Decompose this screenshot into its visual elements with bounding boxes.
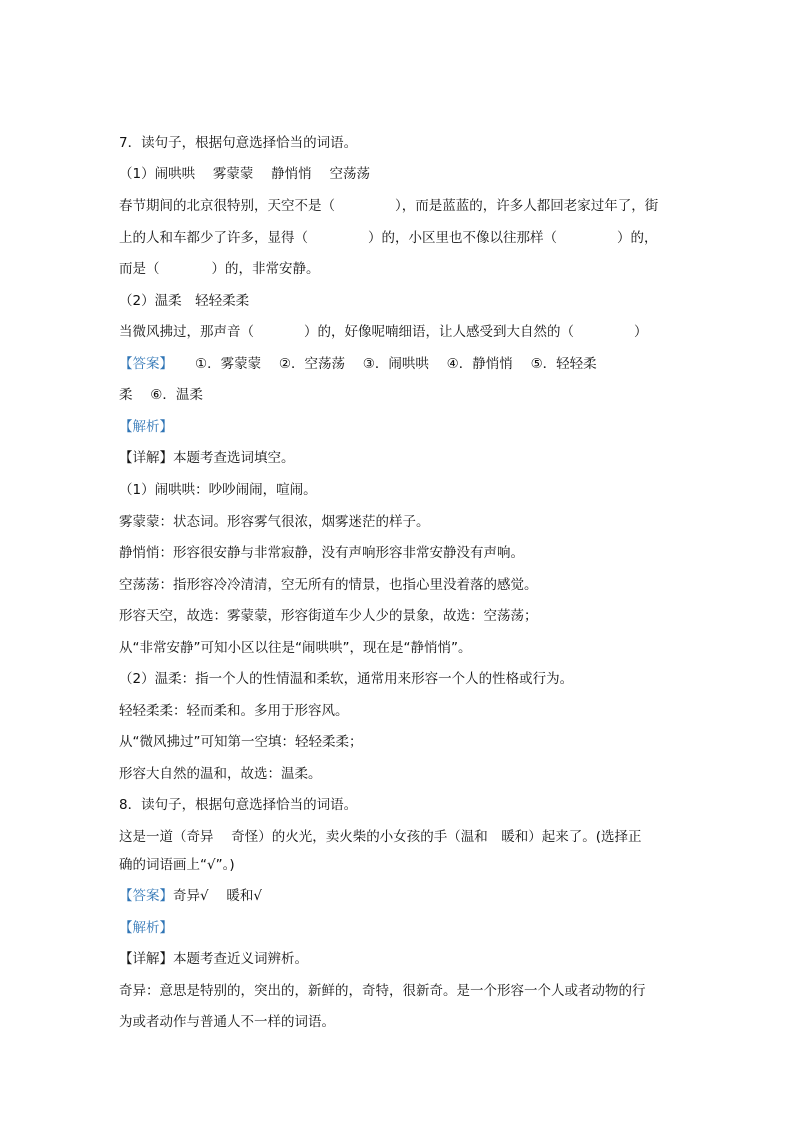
q8-explanation-2: 为或者动作与普通人不一样的词语。 xyxy=(119,1014,335,1030)
q7-part1-options: （1）闹哄哄 雾蒙蒙 静悄悄 空荡荡 xyxy=(119,166,370,182)
q7-answer xyxy=(119,355,597,373)
q7-analysis-tag: 【解析】 xyxy=(119,419,173,435)
q8-sentence-2: 确的词语画上“√”。) xyxy=(119,857,235,873)
q7-detail xyxy=(119,449,295,467)
text-segment: 上的人和车都少了许多，显得（ xyxy=(119,230,308,246)
q7-part1-line2 xyxy=(119,229,658,247)
q7-explanation-6: 从“非常安静”可知小区以往是“闹哄哄”，现在是“静悄悄”。 xyxy=(119,640,472,656)
text-segment: ）的，小区里也不像以往那样（ xyxy=(368,230,557,246)
text-segment: ）的， xyxy=(617,230,658,246)
text-segment: ）的，非常安静。 xyxy=(211,261,320,277)
answer-text: 奇异√ 暖和√ xyxy=(173,888,262,904)
q7-explanation-1: （1）闹哄哄：吵吵闹闹，喧闹。 xyxy=(119,482,317,498)
answer-tag: 【答案】 xyxy=(119,356,173,372)
detail-tag: 【详解】 xyxy=(119,951,173,967)
q7-part1-line1 xyxy=(119,197,658,215)
q7-explanation-2: 雾蒙蒙：状态词。形容雾气很浓，烟雾迷茫的样子。 xyxy=(119,514,430,530)
q7-part2-options: （2）温柔 轻轻柔柔 xyxy=(119,293,250,309)
q7-part1-line3 xyxy=(119,260,320,278)
answer-text: ①．雾蒙蒙 ②．空荡荡 ③．闹哄哄 ④．静悄悄 ⑤．轻轻柔 xyxy=(195,356,597,372)
text-segment: ） xyxy=(634,324,648,340)
q7-part2-line1 xyxy=(119,323,648,341)
text-segment: ）的，好像呢喃细语，让人感受到大自然的（ xyxy=(304,324,574,340)
q7-answer-cont: 柔 ⑥．温柔 xyxy=(119,387,203,403)
q8-answer xyxy=(119,887,262,905)
q7-explanation-8: 轻轻柔柔：轻而柔和。多用于形容风。 xyxy=(119,703,349,719)
text-segment: ），而是蓝蓝的，许多人都回老家过年了，街 xyxy=(395,198,659,214)
answer-tag: 【答案】 xyxy=(119,888,173,904)
q8-analysis-tag: 【解析】 xyxy=(119,920,173,936)
text-segment: 春节期间的北京很特别，天空不是（ xyxy=(119,198,335,214)
q8-title: 8．读句子，根据句意选择恰当的词语。 xyxy=(119,797,358,813)
q7-explanation-4: 空荡荡：指形容冷冷清清，空无所有的情景，也指心里没着落的感觉。 xyxy=(119,577,538,593)
detail-intro: 本题考查选词填空。 xyxy=(173,450,295,466)
q7-explanation-10: 形容大自然的温和，故选：温柔。 xyxy=(119,766,322,782)
q7-explanation-5: 形容天空，故选：雾蒙蒙，形容街道车少人少的景象，故选：空荡荡； xyxy=(119,608,538,624)
q7-explanation-9: 从“微风拂过”可知第一空填：轻轻柔柔； xyxy=(119,734,363,750)
q8-detail xyxy=(119,950,308,968)
q8-explanation-1: 奇异：意思是特别的，突出的，新鲜的，奇特，很新奇。是一个形容一个人或者动物的行 xyxy=(119,983,646,999)
q7-explanation-7: （2）温柔：指一个人的性情温和柔软，通常用来形容一个人的性格或行为。 xyxy=(119,671,574,687)
detail-tag: 【详解】 xyxy=(119,450,173,466)
q8-sentence-1: 这是一道（奇异 奇怪）的火光，卖火柴的小女孩的手（温和 暖和）起来了。(选择正 xyxy=(119,829,642,845)
text-segment: 而是（ xyxy=(119,261,160,277)
q7-title: 7．读句子，根据句意选择恰当的词语。 xyxy=(119,135,358,151)
detail-intro: 本题考查近义词辨析。 xyxy=(173,951,308,967)
text-segment: 当微风拂过，那声音（ xyxy=(119,324,254,340)
q7-explanation-3: 静悄悄：形容很安静与非常寂静，没有声响形容非常安静没有声响。 xyxy=(119,545,524,561)
